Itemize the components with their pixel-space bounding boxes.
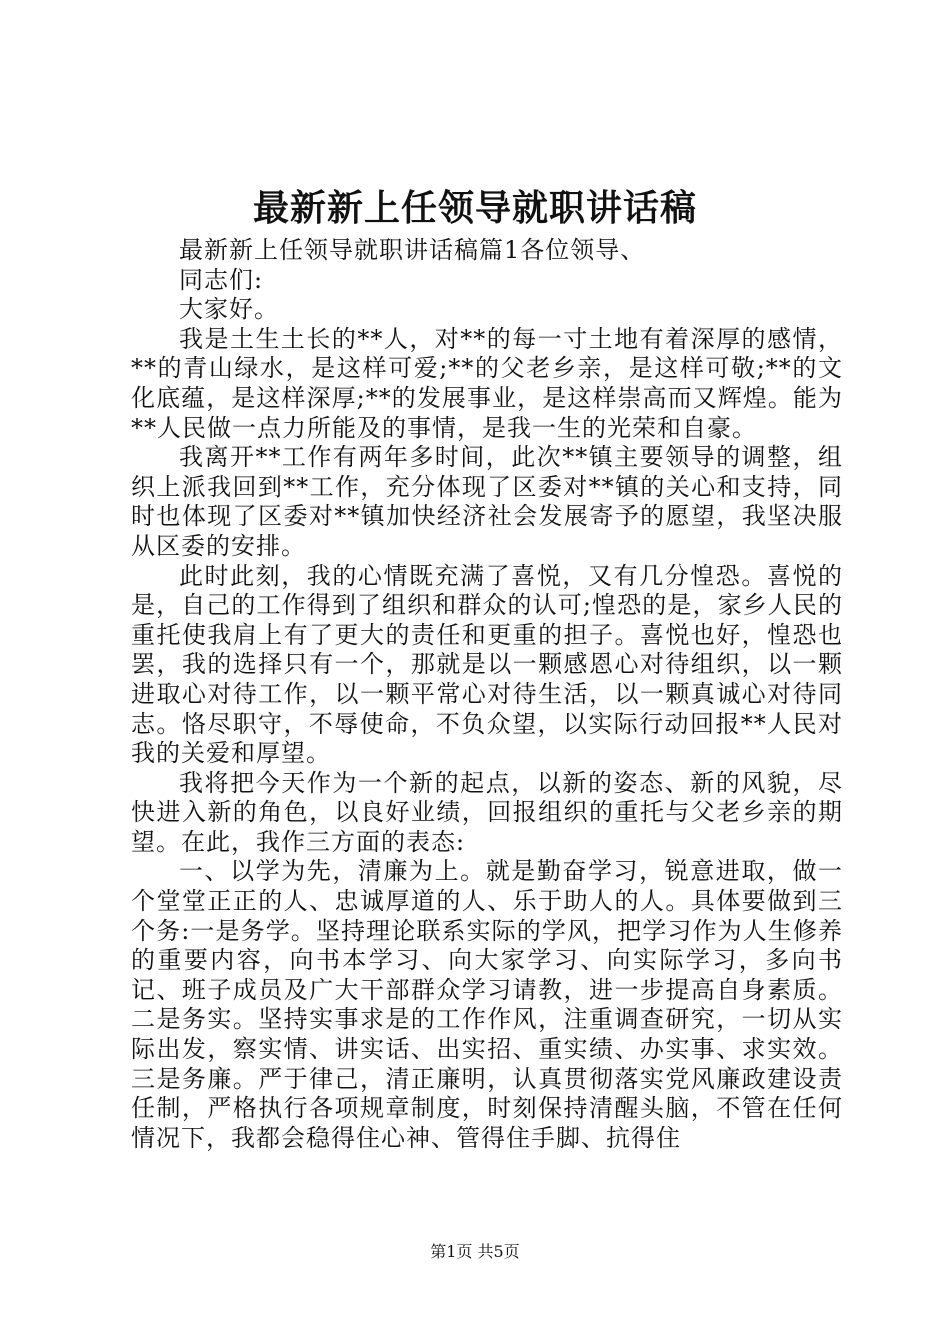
paragraph: 大家好。 (179, 295, 279, 324)
page-footer: 第1页 共5页 (430, 1242, 520, 1261)
paragraph: 一、以学为先，清廉为上。就是勤奋学习，锐意进取，做一个堂堂正正的人、忠诚厚道的人、乐于助人的人。具体要做到三个务:一是务学。坚持理论联系实际的学风，把学习作为人生修养的重要内容，向书本学习、向大家学习、向实际学习，多向书记、班子成员及广大干部群众学习请教，进一步提高自身素质。二是务实。坚持实事求是的工作作风，注重调查研究，一切从实际出发，察实情、讲实话、出实招、重实绩、办实事、求实效。三是务廉。严于律己，清正廉明，认真贯彻落实党风廉政建设责任制，严格执行各项规章制度，时刻保持清醒头脑，不管在任何情况下，我都会稳得住心神、管得住手脚、抗得住 (131, 857, 843, 1152)
paragraph: 同志们: (179, 265, 264, 294)
paragraph: 我将把今天作为一个新的起点，以新的姿态、新的风貌，尽快进入新的角色，以良好业绩，回报组织的重托与父老乡亲的期望。在此，我作三方面的表态: (131, 768, 843, 856)
paragraph: 我离开**工作有两年多时间，此次**镇主要领导的调整，组织上派我回到**工作，充分体现了区委对**镇的关心和支持，同时也体现了区委对**镇加快经济社会发展寄予的愿望，我坚决服从区委的安排。 (131, 443, 843, 560)
paragraph: 我是土生土长的**人，对**的每一寸土地有着深厚的感情，**的青山绿水，是这样可爱;**的父老乡亲，是这样可敬;**的文化底蕴，是这样深厚;**的发展事业，是这样崇高而又辉煌。能为**人民做一点力所能及的事情，是我一生的光荣和自豪。 (131, 324, 843, 442)
document-body (131, 236, 843, 1153)
paragraph: 最新新上任领导就职讲话稿篇1各位领导、 (179, 236, 646, 264)
document-title: 最新新上任领导就职讲话稿 (252, 187, 697, 229)
paragraph: 此时此刻，我的心情既充满了喜悦，又有几分惶恐。喜悦的是，自己的工作得到了组织和群众的认可;惶恐的是，家乡人民的重托使我肩上有了更大的责任和更重的担子。喜悦也好，惶恐也罢，我的选择只有一个，那就是以一颗感恩心对待组织，以一颗进取心对待工作，以一颗平常心对待生活，以一颗真诚心对待同志。恪尽职守，不辱使命，不负众望，以实际行动回报**人民对我的关爱和厚望。 (131, 561, 843, 768)
